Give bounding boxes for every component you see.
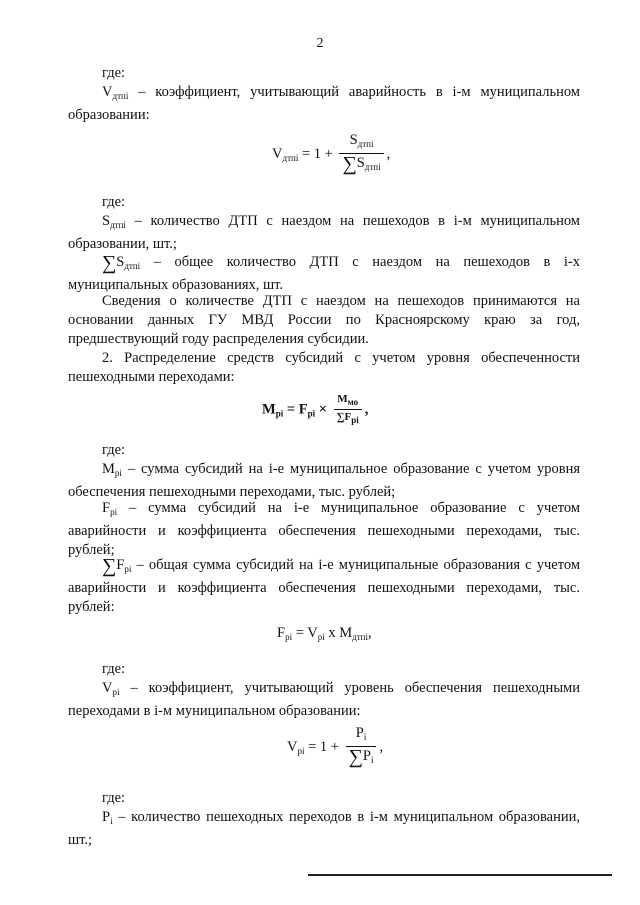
p-subscript: i: [110, 816, 113, 826]
v-subscript: pi: [112, 687, 120, 697]
s-symbol: S: [102, 213, 111, 229]
f-symbol: F: [102, 500, 111, 516]
v-description: – коэффициент, учитывающий аварийность в i-м муниципальном образовании:: [68, 84, 580, 123]
formula-v-pi: [287, 725, 383, 770]
formula-f: F: [298, 401, 308, 418]
where-label-2: где:: [102, 194, 126, 210]
formula-lhs-subscript: pi: [297, 745, 305, 756]
sum-symbol: F: [116, 557, 125, 573]
data-source-paragraph: Сведения о количестве ДТП с наездом на пешеходов принимаются на основании данных ГУ МВД России по Красноярскому краю за год, предшествующий году распределения субсидии.: [68, 293, 580, 347]
sum-f-definition: [68, 556, 580, 617]
m-pi-definition: [68, 460, 580, 502]
s-subscript: дтпi: [110, 220, 126, 230]
v-pi-definition: [68, 679, 580, 721]
num-subscript: дтпi: [357, 139, 374, 149]
sum-description: – общее количество ДТП с наездом на пешеходов в i-х муниципальных образованиях, шт.: [68, 254, 580, 293]
p-symbol: P: [102, 809, 111, 825]
fraction-numerator: [339, 132, 383, 154]
sigma-icon: ∑: [102, 555, 117, 577]
formula-m-subscript: дтпi: [352, 632, 368, 642]
fraction: [339, 132, 383, 177]
item-2-heading: 2. Распределение средств субсидий с учетом уровня обеспеченности пешеходными переходами:: [68, 350, 580, 385]
num-symbol: M: [337, 393, 348, 405]
where-label-1: где:: [102, 65, 126, 81]
formula-lhs-subscript: pi: [285, 632, 293, 642]
v-symbol: V: [102, 680, 113, 696]
sigma-icon: ∑: [102, 252, 117, 274]
fraction: [334, 393, 362, 427]
sum-subscript: дтпi: [124, 261, 141, 271]
fraction: [346, 725, 377, 770]
footer-rule: [308, 874, 612, 876]
num-subscript: мо: [347, 397, 359, 407]
formula-equals: = 1 +: [304, 738, 343, 755]
formula-lhs-subscript: pi: [275, 408, 284, 419]
formula-v-subscript: pi: [317, 632, 325, 642]
num-subscript: i: [363, 732, 367, 742]
sigma-icon: ∑: [348, 746, 363, 768]
formula-v-dtp: [272, 132, 390, 177]
formula-lhs: V: [287, 738, 298, 755]
v-subscript: дтпi: [112, 91, 129, 101]
formula-lhs-subscript: дтпi: [282, 152, 299, 163]
fraction-denominator: [339, 154, 383, 177]
f-subscript: pi: [110, 507, 118, 517]
den-subscript: дтпi: [364, 162, 381, 172]
sigma-icon: ∑: [342, 153, 357, 175]
m-subscript: pi: [114, 468, 122, 478]
m-symbol: M: [102, 461, 115, 477]
where-label-3: где:: [102, 442, 126, 458]
num-symbol: S: [349, 132, 358, 148]
fraction-denominator: [346, 747, 377, 770]
formula-tail: ,: [386, 145, 391, 162]
formula-tail: ,: [368, 625, 372, 641]
formula-lhs: F: [277, 625, 286, 641]
formula-lhs: V: [272, 145, 283, 162]
formula-tail: ,: [379, 738, 384, 755]
sum-description: – общая сумма субсидий на i-е муниципальные образования с учетом аварийности и коэффициента обеспечения пешеходными переходами, тыс. рублей:: [68, 557, 580, 615]
formula-equals: = 1 +: [298, 145, 337, 162]
den-symbol: P: [362, 748, 371, 764]
formula-f-pi: [277, 625, 372, 642]
v-description: – коэффициент, учитывающий уровень обеспечения пешеходными переходами в i-м муниципальном образовании:: [68, 680, 580, 719]
v-symbol: V: [102, 84, 113, 100]
sum-subscript: pi: [124, 564, 132, 574]
sum-s-definition: [68, 253, 580, 295]
m-description: – сумма субсидий на i-е муниципальное образование с учетом уровня обеспечения пешеходными переходами, тыс. рублей;: [68, 461, 580, 500]
p-description: – количество пешеходных переходов в i-м муниципальном образовании, шт.;: [68, 809, 580, 848]
where-label-4: где:: [102, 661, 126, 677]
p-i-definition: [68, 808, 580, 850]
formula-tail: ,: [364, 401, 369, 418]
den-subscript: i: [370, 755, 374, 765]
fraction-numerator: [346, 725, 377, 747]
num-symbol: P: [355, 725, 364, 741]
formula-f-subscript: pi: [307, 408, 316, 419]
formula-equals: = V: [292, 625, 318, 641]
sum-symbol: S: [116, 254, 125, 270]
formula-equals: =: [283, 401, 299, 418]
sigma-icon: ∑: [336, 411, 345, 423]
s-dtp-definition: [68, 212, 580, 254]
den-subscript: pi: [351, 415, 359, 425]
fraction-denominator: [334, 410, 362, 427]
formula-lhs: M: [262, 401, 276, 418]
formula-m-pi: [262, 393, 368, 427]
where-label-5: где:: [102, 790, 126, 806]
times-sign: x M: [324, 625, 353, 641]
fraction-numerator: [334, 393, 362, 410]
v-dtp-definition: [68, 83, 580, 125]
f-description: – сумма субсидий на i-е муниципальное образование с учетом аварийности и коэффициента обеспечения пешеходными переходами, тыс. рублей;: [68, 500, 580, 558]
f-pi-definition: [68, 499, 580, 560]
page-number: 2: [316, 36, 324, 51]
s-description: – количество ДТП с наездом на пешеходов в i-м муниципальном образовании, шт.;: [68, 213, 580, 252]
den-symbol: S: [356, 155, 365, 171]
times-sign: ×: [315, 401, 331, 418]
den-symbol: F: [344, 411, 352, 423]
